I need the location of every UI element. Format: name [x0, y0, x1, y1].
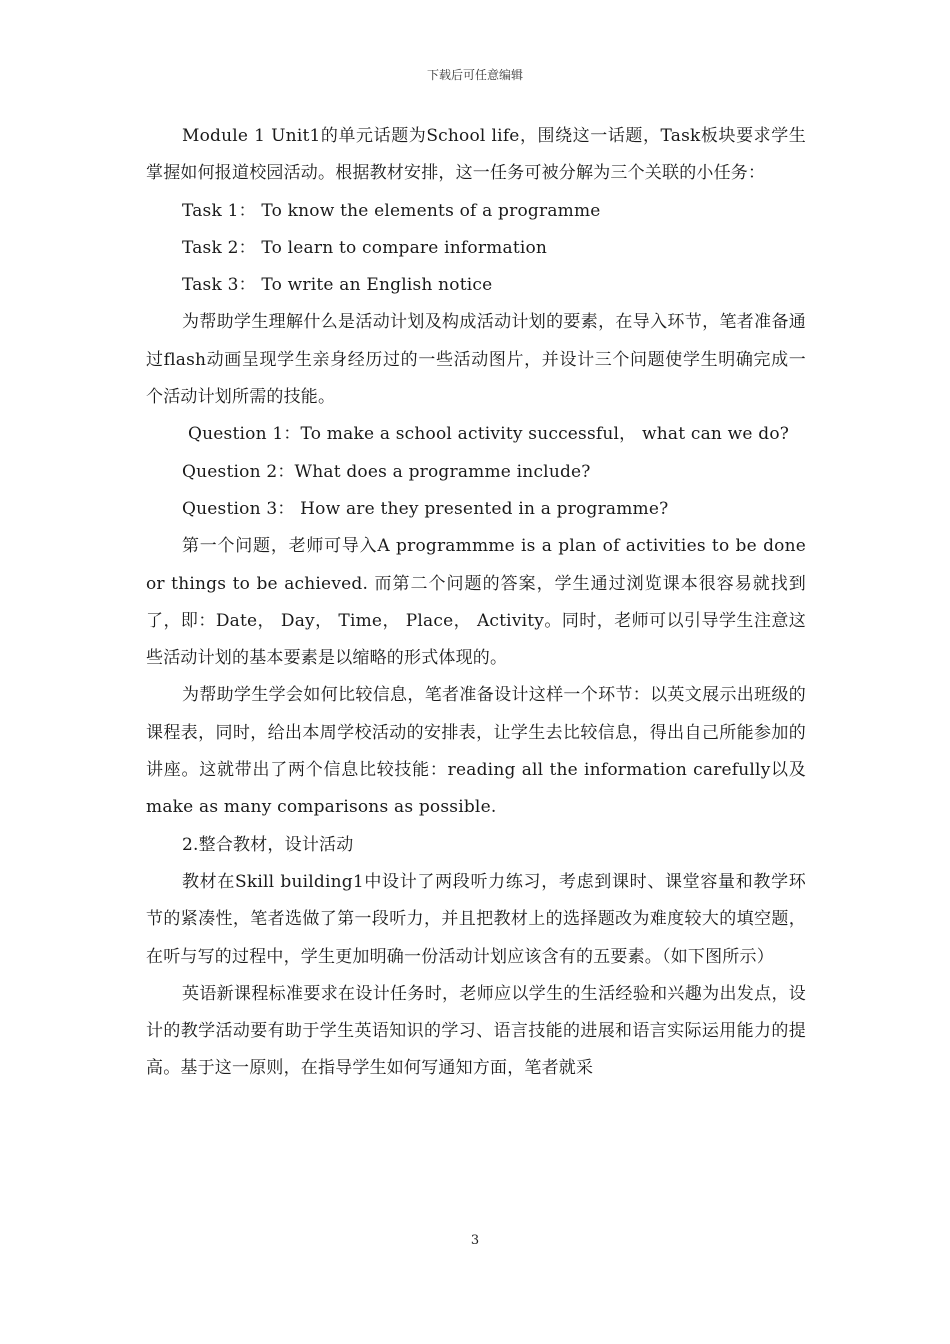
task-3: Task 3： To write an English notice [182, 275, 493, 296]
page-header: 下载后可任意编辑 [426, 68, 523, 82]
paragraph-skill-building: 教材在Skill building1中设计了两段听力练习，考虑到课时、课堂容量和教学环节的紧凑性，笔者选做了第一段听力，并且把教材上的选择题改为难度较大的填空题，在听与写的过程中，学生更加明确一份活动计划应该含有的五要素。（如下图所示） [146, 871, 806, 967]
question-2: Question 2：What does a programme include? [182, 461, 591, 482]
paragraph-curriculum: 英语新课程标准要求在设计任务时，老师应以学生的生活经验和兴趣为出发点，设计的教学活动要有助于学生英语知识的学习、语言技能的进展和语言实际运用能力的提高。基于这一原则，在指导学生如何写通知方面，笔者就采 [146, 983, 806, 1079]
question-1: Question 1：To make a school activity successful， what can we do? [188, 424, 790, 445]
paragraph-first-question: 第一个问题，老师可导入A programmme is a plan of activities to be done or things to be achieved. 而第二个问题的答案，学生通过浏览课本很容易就找到了，即：Date， Day， Time， Place， Activity。同时，老师可以引导学生注意这些活动计划的基本要素是以缩略的形式体现的。 [146, 536, 806, 669]
task-2: Task 2： To learn to compare information [182, 237, 548, 258]
paragraph-compare-info: 为帮助学生学会如何比较信息，笔者准备设计这样一个环节：以英文展示出班级的课程表，同时，给出本周学校活动的安排表，让学生去比较信息，得出自己所能参加的讲座。这就带出了两个信息比较技能：reading all the information carefully以及make as many comparisons as possible. [146, 685, 806, 818]
page-number: 3 [470, 1233, 480, 1248]
section-heading: 2.整合教材，设计活动 [182, 834, 354, 855]
document-body [146, 118, 806, 1088]
paragraph-lead-in: 为帮助学生理解什么是活动计划及构成活动计划的要素，在导入环节，笔者准备通过flash动画呈现学生亲身经历过的一些活动图片，并设计三个问题使学生明确完成一个活动计划所需的技能。 [146, 312, 806, 408]
question-3: Question 3： How are they presented in a programme? [182, 498, 669, 519]
task-1: Task 1： To know the elements of a programme [182, 200, 601, 221]
paragraph-intro: Module 1 Unit1的单元话题为School life，围绕这一话题，Task板块要求学生掌握如何报道校园活动。根据教材安排，这一任务可被分解为三个关联的小任务： [146, 126, 806, 184]
